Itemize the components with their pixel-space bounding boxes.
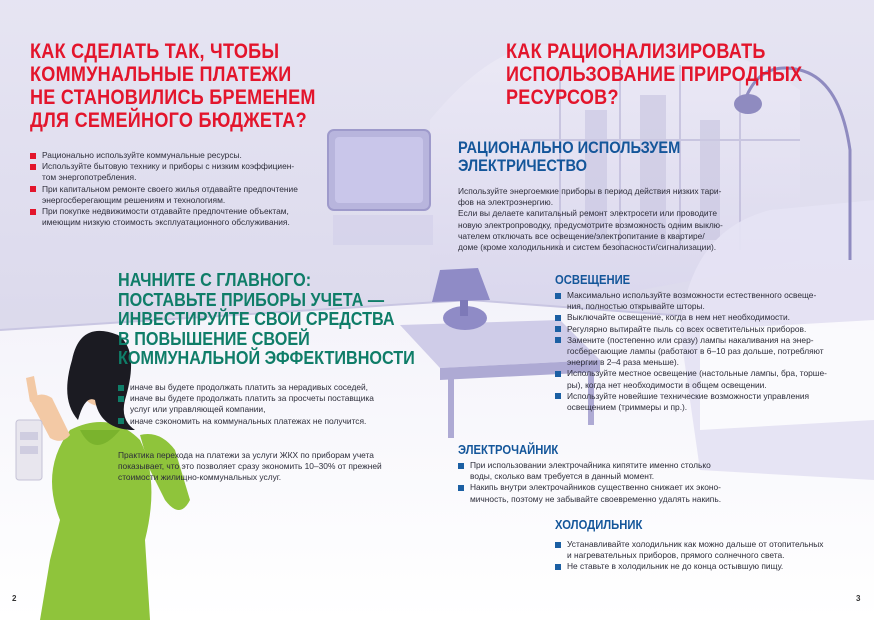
title-line: КОММУНАЛЬНЫЕ ПЛАТЕЖИ: [30, 63, 292, 86]
list-item: Рационально используйте коммунальные ресурсы.: [30, 150, 360, 161]
page-number-right: 3: [856, 594, 861, 603]
left-page-title: [30, 40, 316, 132]
list-item: Устанавливайте холодильник как можно дальше от отопительных и нагревательных приборов, прямого солнечного света.: [555, 539, 855, 561]
bullet-icon: [30, 209, 36, 215]
lighting-list: [555, 290, 855, 413]
bullet-icon: [118, 385, 124, 391]
lighting-title: ОСВЕЩЕНИЕ: [555, 273, 631, 287]
list-item: иначе сэкономить на коммунальных платежах не получится.: [118, 416, 418, 427]
bullet-icon: [118, 396, 124, 402]
list-item: иначе вы будете продолжать платить за нерадивых соседей,: [118, 382, 418, 393]
list-item: иначе вы будете продолжать платить за просчеты поставщика услуг или управляющей компании,: [118, 393, 418, 415]
list-item: Используйте местное освещение (настольные лампы, бра, торше- ры), когда нет необходимости в общем освещении.: [555, 368, 855, 390]
list-item: Не ставьте в холодильник не до конца остывшую пищу.: [555, 561, 855, 572]
list-item: Замените (постепенно или сразу) лампы накаливания на энер- госберегающие лампы (работают в 6–10 раз дольше, потребляют энергии в 2–4 раза меньше).: [555, 335, 855, 369]
bullet-icon: [555, 393, 561, 399]
list-item: При использовании электрочайника кипятите именно столько воды, сколько вам требуется в данный момент.: [458, 460, 758, 482]
page-number-left: 2: [12, 594, 17, 603]
bullet-icon: [555, 337, 561, 343]
list-item: Используйте новейшие технические возможности управления освещением (триммеры и пр.).: [555, 391, 855, 413]
list-item: При покупке недвижимости отдавайте предпочтение объектам, имеющим низкую стоимость эксплуатационного обслуживания.: [30, 206, 360, 228]
bullet-icon: [458, 485, 464, 491]
electricity-paragraph: Используйте энергоемкие приборы в период действия низких тари- фов на электроэнергию. Если вы делаете капитальный ремонт электросети или проводите новую электропроводку, предусмотрите возможность одним выклю- чателем отключать все освещение/электропитание в квартире/ доме (кроме холодильника и систем безопасности/сигнализации).: [458, 186, 723, 253]
kettle-title: ЭЛЕКТРОЧАЙНИК: [458, 443, 559, 457]
list-item: Максимально используйте возможности естественного освеще- ния, полностью открывайте шторы.: [555, 290, 855, 312]
kettle-list: [458, 460, 758, 505]
practice-paragraph: Практика перехода на платежи за услуги ЖКХ по приборам учета показывает, что это позволяет сразу экономить 10–30% от прежней стоимости жилищно-коммунальных услуг.: [118, 450, 382, 483]
bullet-icon: [555, 371, 561, 377]
bullet-icon: [555, 326, 561, 332]
list-item: При капитальном ремонте своего жилья отдавайте предпочтение энергосберегающим решениям и технологиям.: [30, 184, 360, 206]
meters-list: [118, 382, 418, 427]
bullet-icon: [555, 315, 561, 321]
list-item: Выключайте освещение, когда в нем нет необходимости.: [555, 312, 855, 323]
bullet-icon: [555, 564, 561, 570]
right-page-title: КАК РАЦИОНАЛИЗИРОВАТЬ ИСПОЛЬЗОВАНИЕ ПРИРОДНЫХ РЕСУРСОВ?: [506, 40, 803, 109]
bullet-icon: [555, 542, 561, 548]
list-item: Накипь внутри электрочайников существенно снижает их эконо- мичность, поэтому не забывайте своевременно удалять накипь.: [458, 482, 758, 504]
bullet-icon: [458, 463, 464, 469]
bullet-icon: [30, 164, 36, 170]
list-item: Регулярно вытирайте пыль со всех осветительных приборов.: [555, 324, 855, 335]
title-line: НЕ СТАНОВИЛИСЬ БРЕМЕНЕМ: [30, 86, 316, 109]
tips-list: [30, 150, 360, 228]
bullet-icon: [30, 186, 36, 192]
list-item: Используйте бытовую технику и приборы с низким коэффициен- том энергопотребления.: [30, 161, 360, 183]
fridge-list: [555, 539, 855, 573]
title-line: ДЛЯ СЕМЕЙНОГО БЮДЖЕТА?: [30, 109, 307, 132]
title-line: КАК СДЕЛАТЬ ТАК, ЧТОБЫ: [30, 40, 280, 63]
right-page: [437, 0, 874, 620]
bullet-icon: [118, 418, 124, 424]
bullet-icon: [30, 153, 36, 159]
electricity-title: РАЦИОНАЛЬНО ИСПОЛЬЗУЕМ ЭЛЕКТРИЧЕСТВО: [458, 138, 681, 175]
bullet-icon: [555, 293, 561, 299]
fridge-title: ХОЛОДИЛЬНИК: [555, 518, 643, 532]
meters-title: НАЧНИТЕ С ГЛАВНОГО: ПОСТАВЬТЕ ПРИБОРЫ УЧЕТА — ИНВЕСТИРУЙТЕ СВОИ СРЕДСТВА В ПОВЫШЕНИЕ СВОЕЙ КОММУНАЛЬНОЙ ЭФФЕКТИВНОСТИ: [118, 270, 415, 368]
